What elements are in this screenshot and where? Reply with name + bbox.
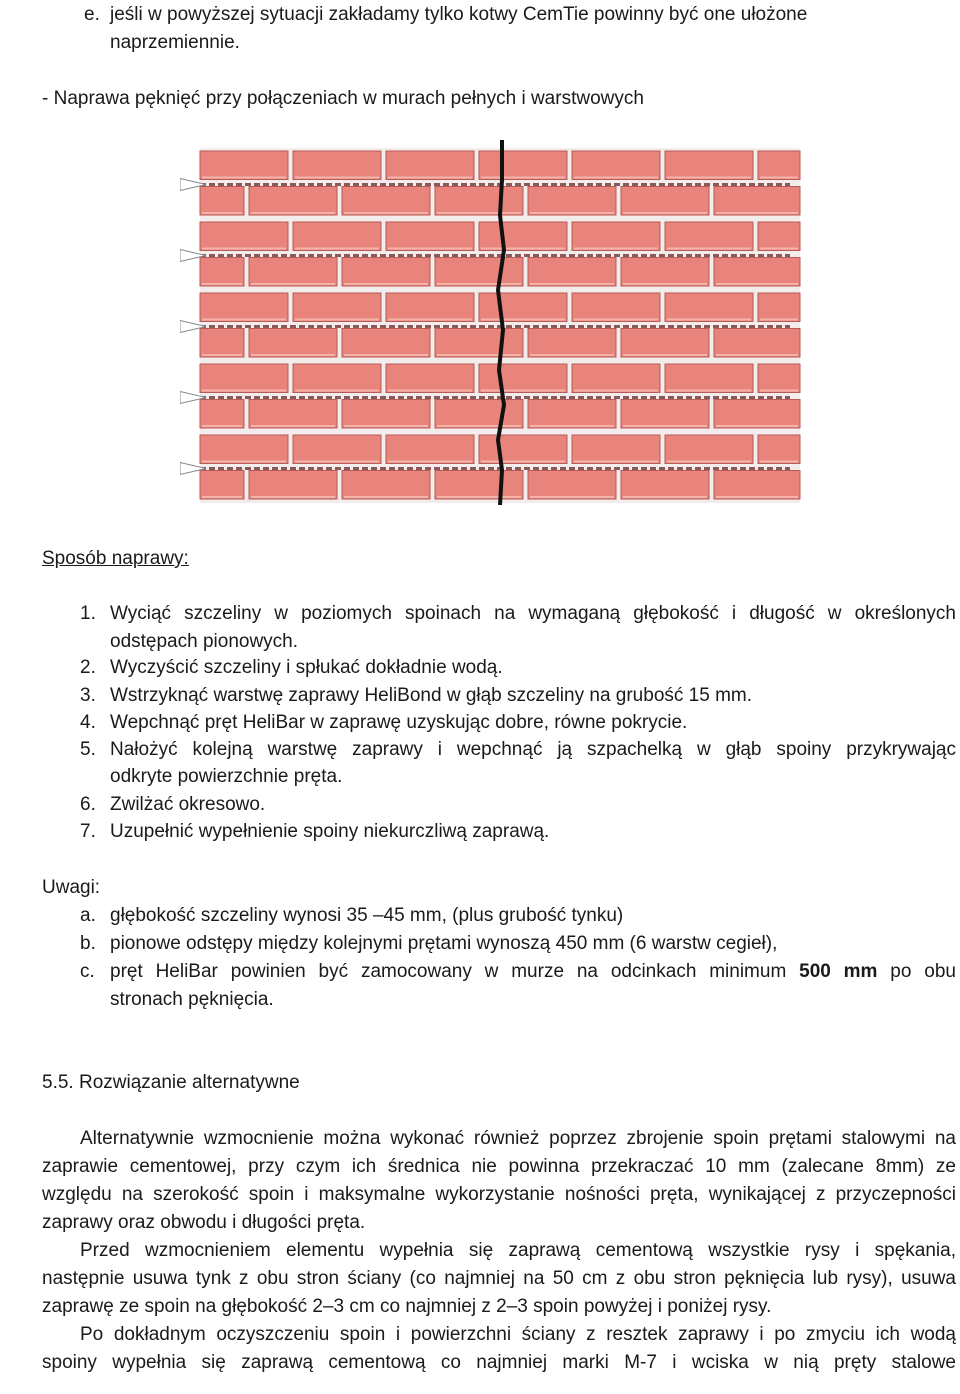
brick: [342, 471, 430, 500]
brick: [528, 400, 616, 429]
paragraph-line: Przed wzmocnieniem elementu wypełnia się zaprawą cementową wszystkie rysy i spękania,: [80, 1240, 956, 1261]
brick: [200, 435, 288, 464]
brick: [200, 222, 288, 251]
notes-heading: Uwagi:: [42, 877, 101, 898]
paragraph-line: zaprawę ze spoin na głębokość 2–3 cm co najmniej z 2–3 spoin powyżej i poniżej rysy.: [42, 1296, 772, 1317]
brick: [435, 329, 523, 358]
step-number: 2.: [80, 657, 96, 678]
brick: [714, 471, 800, 500]
brick: [200, 151, 288, 180]
brick: [200, 329, 244, 358]
section-heading: - Naprawa pęknięć przy połączeniach w murach pełnych i warstwowych: [42, 88, 644, 109]
brick: [200, 364, 288, 393]
brick: [249, 471, 337, 500]
brick: [479, 151, 567, 180]
note-bold-value: 500 mm: [799, 961, 878, 982]
note-text: głębokość szczeliny wynosi 35 –45 mm, (plus grubość tynku): [110, 905, 624, 926]
brick: [249, 400, 337, 429]
brick: [665, 435, 753, 464]
brick: [621, 258, 709, 287]
brick: [386, 293, 474, 322]
brick: [528, 258, 616, 287]
paragraph-line: Po dokładnym oczyszczeniu spoin i powierzchni ściany z resztek zaprawy i po zmyciu ich wodą: [80, 1324, 956, 1345]
paragraph-line: względu na szerokość spoin i maksymalne wykorzystanie nośności pręta, wynikającej z przyczepności: [42, 1184, 956, 1205]
alt-section-heading: 5.5. Rozwiązanie alternatywne: [42, 1072, 300, 1093]
step-text: Wstrzyknąć warstwę zaprawy HeliBond w głąb szczeliny na grubość 15 mm.: [110, 685, 753, 706]
step-text: Wyciąć szczeliny w poziomych spoinach na wymaganą głębokość i długość w określonych: [110, 603, 956, 624]
list-marker: e.: [84, 4, 100, 25]
list-item-text: naprzemiennie.: [110, 32, 240, 53]
repair-heading: Sposób naprawy:: [42, 548, 189, 569]
paragraph-line: zaprawy oraz obwodu i długości pręta.: [42, 1212, 366, 1233]
step-number: 3.: [80, 685, 96, 706]
step-number: 1.: [80, 603, 96, 624]
brick: [665, 293, 753, 322]
brick: [621, 329, 709, 358]
brick: [572, 435, 660, 464]
step-number: 6.: [80, 794, 96, 815]
brick: [572, 222, 660, 251]
brick: [621, 400, 709, 429]
brick: [758, 151, 800, 180]
brick: [479, 222, 567, 251]
brick: [714, 400, 800, 429]
brick: [293, 222, 381, 251]
brick: [200, 293, 288, 322]
brick: [435, 471, 523, 500]
note-text: pionowe odstępy między kolejnymi prętami wynoszą 450 mm (6 warstw cegieł),: [110, 933, 778, 954]
list-item-text: jeśli w powyższej sytuacji zakładamy tylko kotwy CemTie powinny być one ułożone: [110, 4, 808, 25]
brick: [479, 293, 567, 322]
brick: [758, 364, 800, 393]
brick: [200, 187, 244, 216]
brick: [758, 222, 800, 251]
brick: [293, 151, 381, 180]
brick: [528, 329, 616, 358]
step-text: Uzupełnić wypełnienie spoiny niekurczliwą zaprawą.: [110, 821, 550, 842]
step-text: Wyczyścić szczeliny i spłukać dokładnie wodą.: [110, 657, 503, 678]
note-text-post: po obu: [890, 961, 956, 982]
note-marker: c.: [80, 961, 95, 982]
brick: [386, 151, 474, 180]
brick: [200, 258, 244, 287]
step-number: 4.: [80, 712, 96, 733]
brick: [293, 435, 381, 464]
brick-wall-figure: [180, 140, 820, 510]
step-text: Zwilżać okresowo.: [110, 794, 266, 815]
brick: [342, 187, 430, 216]
brick: [342, 400, 430, 429]
paragraph-line: następnie usuwa tynk z obu stron ściany (co najmniej na 50 cm z obu stron pęknięcia lub rysy), usuwa: [42, 1268, 956, 1289]
brick: [714, 258, 800, 287]
step-text: odkryte powierzchnie pręta.: [110, 766, 343, 787]
brick: [249, 329, 337, 358]
paragraph-line: spoiny wypełnia się zaprawą cementową co najmniej marki M-7 i wciska w nią pręty stalowe: [42, 1352, 956, 1373]
brick: [293, 293, 381, 322]
note-marker: a.: [80, 905, 96, 926]
brick: [479, 435, 567, 464]
brick: [200, 400, 244, 429]
paragraph-line: zaprawie cementowej, przy czym ich średnica nie powinna przekraczać 10 mm (zalecane 8mm) ze: [42, 1156, 956, 1177]
brick: [665, 222, 753, 251]
brick: [386, 222, 474, 251]
brick: [621, 187, 709, 216]
brick: [714, 329, 800, 358]
paragraph-line: Alternatywnie wzmocnienie można wykonać również poprzez zbrojenie spoin prętami stalowymi na: [80, 1128, 956, 1149]
brick: [665, 364, 753, 393]
brick: [572, 293, 660, 322]
brick: [572, 364, 660, 393]
brick: [758, 293, 800, 322]
brick: [572, 151, 660, 180]
note-text: [110, 960, 956, 984]
brick: [714, 187, 800, 216]
step-number: 5.: [80, 739, 96, 760]
brick: [758, 435, 800, 464]
brick: [386, 435, 474, 464]
step-text: Nałożyć kolejną warstwę zaprawy i wepchnąć ją szpachelką w głąb spoiny przykrywając: [110, 739, 956, 760]
brick: [200, 471, 244, 500]
brick: [342, 258, 430, 287]
brick: [479, 364, 567, 393]
brick: [435, 187, 523, 216]
brick: [665, 151, 753, 180]
brick: [528, 471, 616, 500]
note-text: stronach pęknięcia.: [110, 989, 274, 1010]
brick: [386, 364, 474, 393]
note-marker: b.: [80, 933, 96, 954]
note-text-pre: pręt HeliBar powinien być zamocowany w murze na odcinkach minimum: [110, 961, 787, 982]
step-number: 7.: [80, 821, 96, 842]
brick: [293, 364, 381, 393]
brick: [528, 187, 616, 216]
brick: [249, 258, 337, 287]
brick: [621, 471, 709, 500]
brick: [435, 400, 523, 429]
step-text: odstępach pionowych.: [110, 631, 299, 652]
step-text: Wepchnąć pręt HeliBar w zaprawę uzyskując dobre, równe pokrycie.: [110, 712, 688, 733]
brick: [435, 258, 523, 287]
brick: [249, 187, 337, 216]
brick: [342, 329, 430, 358]
